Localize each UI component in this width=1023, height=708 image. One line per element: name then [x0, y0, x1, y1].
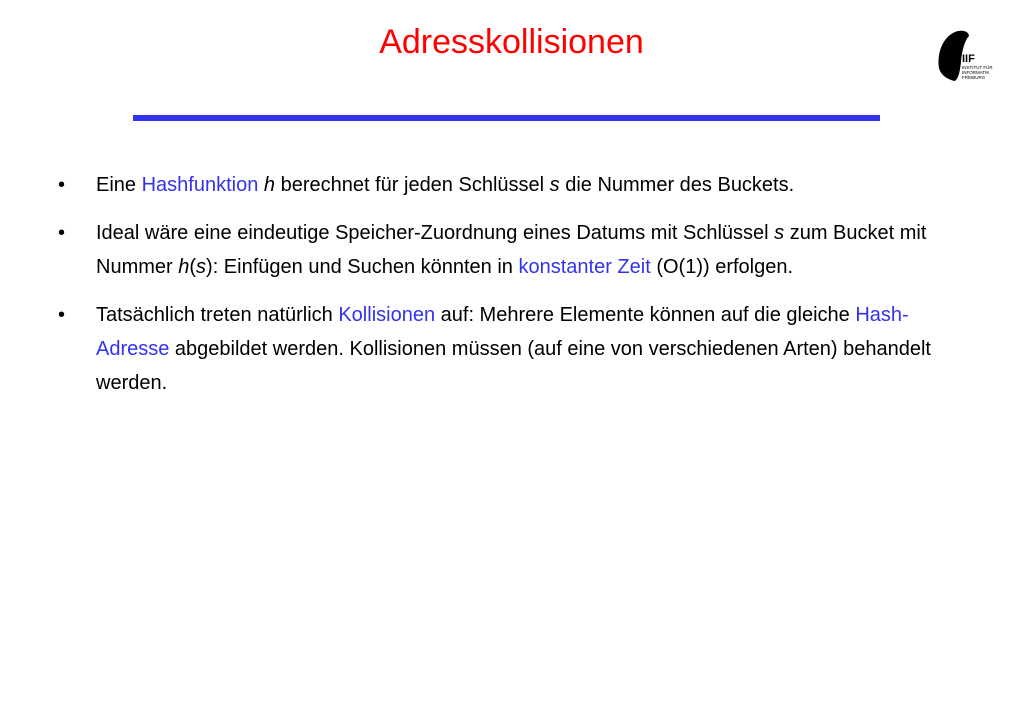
iif-logo-icon [935, 28, 995, 84]
math-variable: h [263, 174, 276, 196]
bullet-text: ): Einfügen und Suchen könnten in [206, 256, 519, 278]
bullet-text: ( [189, 256, 197, 278]
math-variable: s [774, 222, 785, 244]
logo-line-2: INFORMATIK [962, 70, 990, 75]
math-variable: h [178, 256, 190, 278]
highlight-term: Hash-Adresse [96, 304, 909, 360]
bullet-marker: • [58, 174, 66, 196]
bullet-item [58, 168, 948, 202]
logo-letters: IIF [962, 53, 975, 65]
logo-line-3: FREIBURG [962, 75, 986, 80]
bullet-item [58, 216, 948, 284]
highlight-term: Kollisionen [338, 304, 436, 326]
bullet-list [58, 168, 948, 414]
highlight-term: Hashfunktion [141, 174, 259, 196]
bullet-item [58, 298, 948, 400]
bullet-marker: • [58, 304, 66, 326]
bullet-text: Ideal wäre eine eindeutige Speicher-Zuordnung eines Datums mit Schlüssel [96, 222, 775, 244]
math-variable: s [196, 256, 207, 278]
bullet-text: auf: Mehrere Elemente können auf die gleiche [435, 304, 856, 326]
logo-line-1: INSTITUT FÜR [962, 65, 993, 70]
bullet-text: berechnet für jeden Schlüssel [275, 174, 550, 196]
bullet-text: zum Bucket mit Nummer [96, 222, 927, 278]
bullet-text: die Nummer des Buckets. [559, 174, 795, 196]
title-underline [133, 115, 880, 121]
highlight-term: konstanter Zeit [518, 256, 651, 278]
bullet-marker: • [58, 222, 66, 244]
bullet-text: Eine [96, 174, 142, 196]
math-variable: s [549, 174, 560, 196]
bullet-text: (O(1)) erfolgen. [650, 256, 794, 278]
iif-logo [935, 28, 995, 84]
bullet-text: abgebildet werden. Kollisionen müssen (auf eine von verschiedenen Arten) behandelt werden. [96, 338, 931, 394]
slide-title: Adresskollisionen [379, 23, 644, 61]
bullet-text: Tatsächlich treten natürlich [96, 304, 339, 326]
